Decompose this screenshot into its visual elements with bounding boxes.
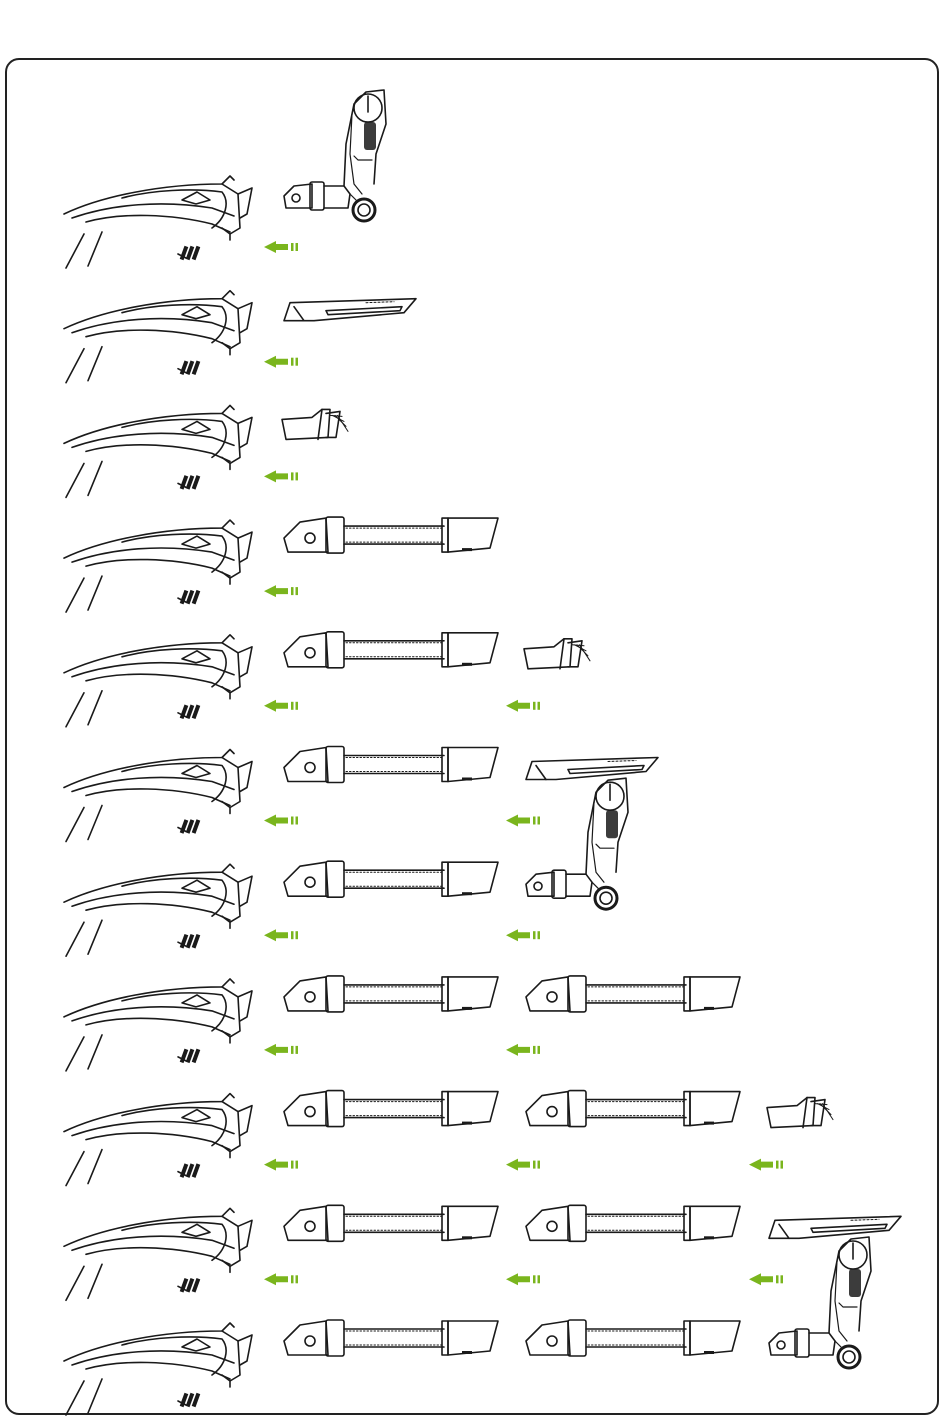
vacuum-handle-icon: [64, 750, 252, 842]
green-insert-arrow-icon: [506, 700, 540, 712]
vacuum-handle-icon: [64, 979, 252, 1071]
motorized-brush-icon: [284, 90, 386, 221]
dusting-brush-icon: [767, 1098, 833, 1128]
vacuum-handle-icon: [64, 1208, 252, 1300]
green-insert-arrow-icon: [264, 585, 298, 597]
vacuum-handle-icon: [64, 520, 252, 612]
dusting-brush-icon: [282, 409, 348, 439]
extension-tube-icon: [284, 747, 498, 783]
motorized-brush-icon: [769, 1237, 871, 1368]
motorized-brush-icon: [526, 778, 628, 909]
vacuum-handle-icon: [64, 1094, 252, 1186]
extension-tube-icon: [526, 1091, 740, 1127]
extension-tube-icon: [284, 976, 498, 1012]
vacuum-handle-icon: [64, 635, 252, 727]
green-insert-arrow-icon: [749, 1273, 783, 1285]
green-insert-arrow-icon: [506, 1159, 540, 1171]
extension-tube-icon: [284, 1205, 498, 1241]
green-insert-arrow-icon: [749, 1159, 783, 1171]
green-insert-arrow-icon: [506, 929, 540, 941]
dusting-brush-icon: [524, 639, 590, 669]
extension-tube-icon: [284, 632, 498, 668]
vacuum-handle-icon: [64, 864, 252, 956]
vacuum-handle-icon: [64, 1323, 252, 1415]
green-insert-arrow-icon: [264, 1044, 298, 1056]
extension-tube-icon: [526, 1320, 740, 1356]
green-insert-arrow-icon: [264, 356, 298, 368]
extension-tube-icon: [284, 861, 498, 897]
green-insert-arrow-icon: [506, 1044, 540, 1056]
green-insert-arrow-icon: [264, 815, 298, 827]
extension-tube-icon: [284, 1320, 498, 1356]
green-insert-arrow-icon: [264, 929, 298, 941]
green-insert-arrow-icon: [264, 1159, 298, 1171]
extension-tube-icon: [284, 1091, 498, 1127]
crevice-tool-icon: [769, 1216, 901, 1238]
green-insert-arrow-icon: [264, 241, 298, 253]
vacuum-handle-icon: [64, 176, 252, 268]
vacuum-handle-icon: [64, 291, 252, 383]
green-insert-arrow-icon: [506, 815, 540, 827]
extension-tube-icon: [526, 1205, 740, 1241]
vacuum-handle-icon: [64, 405, 252, 497]
extension-tube-icon: [284, 517, 498, 553]
green-insert-arrow-icon: [264, 700, 298, 712]
green-insert-arrow-icon: [264, 470, 298, 482]
extension-tube-icon: [526, 976, 740, 1012]
crevice-tool-icon: [284, 299, 416, 321]
green-insert-arrow-icon: [506, 1273, 540, 1285]
green-insert-arrow-icon: [264, 1273, 298, 1285]
crevice-tool-icon: [526, 758, 658, 780]
